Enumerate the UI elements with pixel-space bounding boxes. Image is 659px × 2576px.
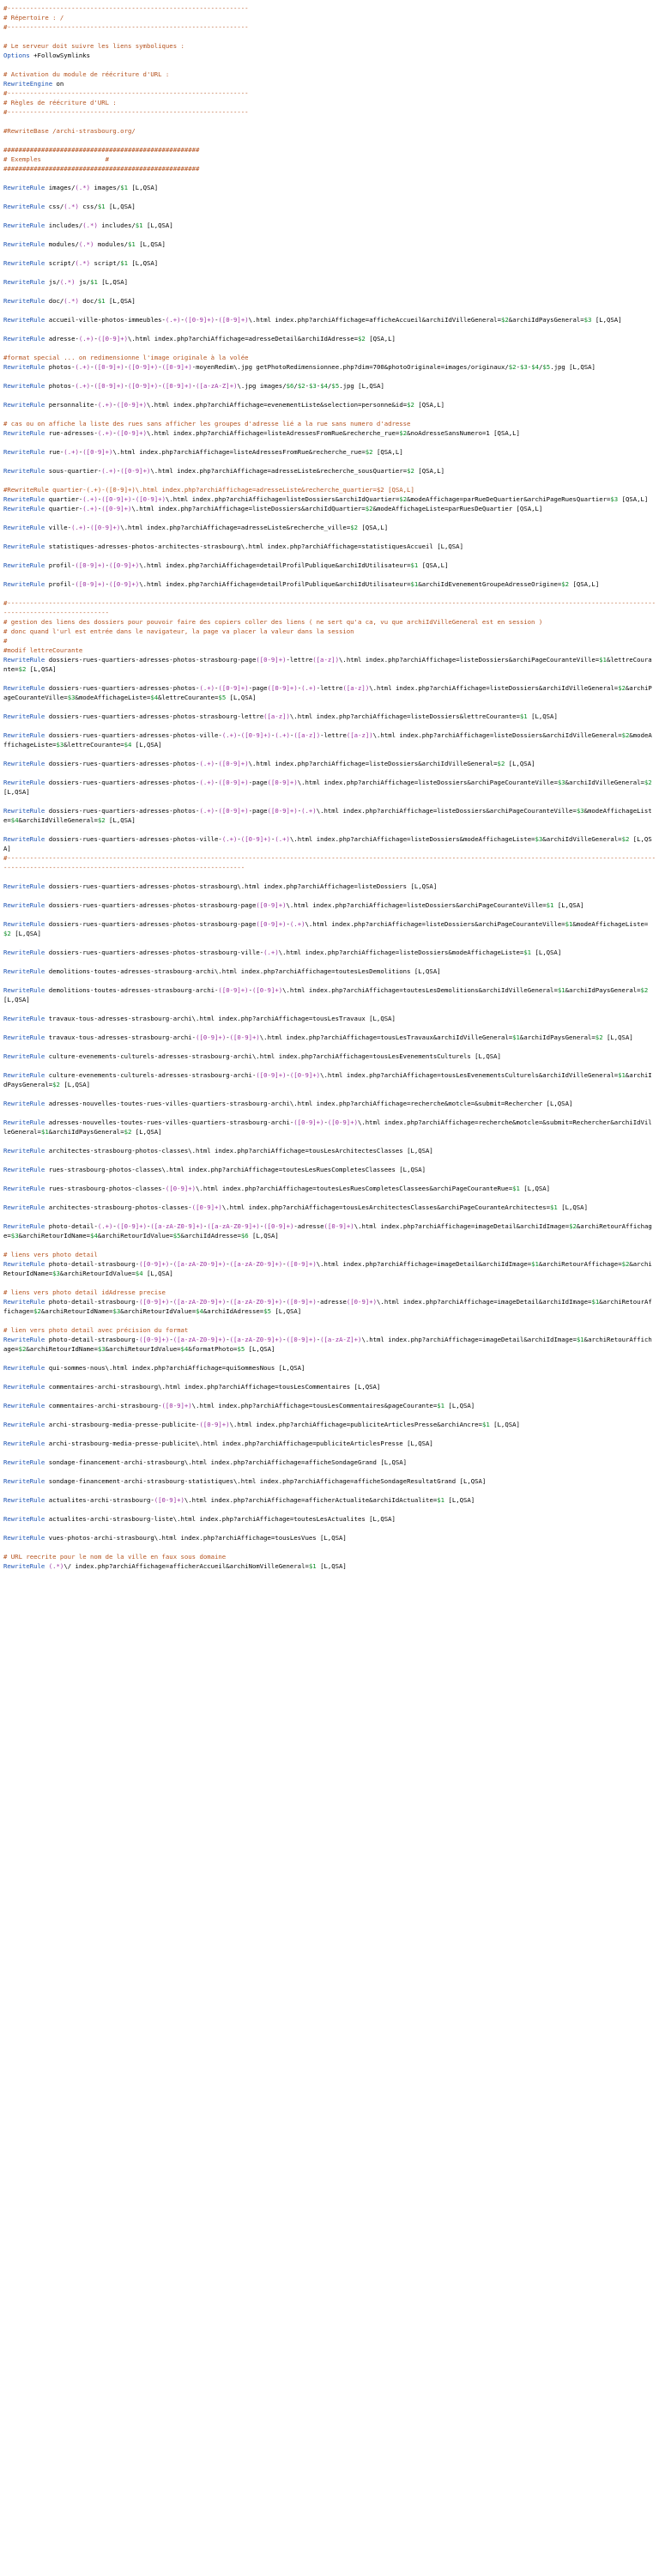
code-line bbox=[3, 674, 656, 683]
code-line: RewriteRule commentaires-archi-strasbourg\.html index.php?archiAffichage=tousLesCommentaires [L,QSA] bbox=[3, 1383, 381, 1391]
code-line bbox=[3, 1108, 656, 1118]
code-line bbox=[3, 938, 656, 948]
code-line: #---------------------------------------------------------------- bbox=[3, 108, 249, 116]
code-line: RewriteRule dossiers-rues-quartiers-adresses-photos-strasbourg-ville-(.+)\.html index.php?archiAffichage=listeDossiers&modeAffichageListe=$1 [L,QSA] bbox=[3, 949, 562, 956]
code-line: RewriteRule dossiers-rues-quartiers-adresses-photos-strasbourg-page([0-9]+)-(.+)\.html index.php?archiAffichage=listeDossiers&archiPageCouranteVille=$1&modeAffichageListe=$2 [L,QSA] bbox=[3, 920, 649, 937]
code-line: # cas ou on affiche la liste des rues sans afficher les groupes d'adresse lié a la rue sans numero d'adresse bbox=[3, 420, 411, 427]
code-line: RewriteRule modules/(.*) modules/$1 [L,QSA] bbox=[3, 240, 166, 248]
code-line: #RewriteRule quartier-(.+)-([0-9]+)\.html index.php?archiAffichage=adresseListe&recherche_quartier=$2 [QSA,L] bbox=[3, 486, 414, 494]
code-line: RewriteRule vues-photos-archi-strasbourg\.html index.php?archiAffichage=tousLesVues [L,QSA] bbox=[3, 1534, 347, 1542]
code-line: #-------------------------------------------------------------------------------------------------------------------------------------------------------------------------------------------------------------------------------------------- bbox=[3, 854, 656, 871]
code-line: RewriteRule accueil-ville-photos-immeubles-(.+)-([0-9]+)-([0-9]+)\.html index.php?archiAffichage=afficheAccueil&archiIdVilleGeneral=$2&archiIdPaysGeneral=$3 [L,QSA] bbox=[3, 316, 622, 324]
code-line: RewriteRule travaux-tous-adresses-strasbourg-archi\.html index.php?archiAffichage=tousLesTravaux [L,QSA] bbox=[3, 1015, 396, 1022]
code-line bbox=[3, 1193, 656, 1203]
code-line: RewriteRule dossiers-rues-quartiers-adresses-photos-strasbourg-lettre([a-z])\.html index.php?archiAffichage=listeDossiers&lettreCourante=$1 [L,QSA] bbox=[3, 712, 558, 720]
code-line: RewriteRule statistiques-adresses-photos-architectes-strasbourg\.html index.php?archiAffichage=statistiquesAccueil [L,QSA] bbox=[3, 542, 463, 550]
code-line bbox=[3, 1524, 656, 1533]
code-line bbox=[3, 409, 656, 419]
code-line bbox=[3, 1004, 656, 1014]
code-line: #################################################### bbox=[3, 165, 200, 173]
code-line bbox=[3, 721, 656, 730]
code-line: RewriteRule css/(.*) css/$1 [L,QSA] bbox=[3, 203, 136, 210]
code-line bbox=[3, 1316, 656, 1325]
code-line bbox=[3, 1061, 656, 1070]
code-line: RewriteRule dossiers-rues-quartiers-adresses-photos-strasbourg-page([0-9]+)\.html index.php?archiAffichage=listeDossiers&archiPageCouranteVille=$1 [L,QSA] bbox=[3, 901, 584, 909]
code-line: # URL reecrite pour le nom de la ville en faux sous domaine bbox=[3, 1553, 227, 1561]
code-line: RewriteRule dossiers-rues-quartiers-adresses-photos-(.+)-([0-9]+)-page([0-9]+)-(.+)\.html index.php?archiAffichage=listeDossiers&archiPageCouranteVille=$3&modeAffichageListe=$4&archiIdVilleGeneral=$2 [L,QSA] bbox=[3, 807, 652, 824]
code-line: RewriteRule adresses-nouvelles-toutes-rues-villes-quartiers-strasbourg-archi\.html index.php?archiAffichage=recherche&motcle=&submit=Rechercher [L,QSA] bbox=[3, 1100, 573, 1107]
code-line bbox=[3, 1278, 656, 1288]
code-line bbox=[3, 230, 656, 239]
code-line: RewriteRule adresse-(.+)-([0-9]+)\.html index.php?archiAffichage=adresseDetail&archiIdAdresse=$2 [QSA,L] bbox=[3, 335, 396, 342]
code-line: RewriteRule actualites-archi-strasbourg-liste\.html index.php?archiAffichage=toutesLesActualites [L,QSA] bbox=[3, 1515, 396, 1523]
code-line bbox=[3, 797, 656, 806]
code-line bbox=[3, 532, 656, 542]
code-line: RewriteRule commentaires-archi-strasbourg-([0-9]+)\.html index.php?archiAffichage=tousLesCommentaires&pageCourante=$1 [L,QSA] bbox=[3, 1402, 475, 1409]
code-line: RewriteRule photos-(.+)-([0-9]+)-([0-9]+)-([0-9]+)-moyenRedim\.jpg getPhotoRedimensionnee.php?dim=700&photoOriginale=images/originaux/$2-$3-$4/$5.jpg [L,QSA] bbox=[3, 363, 596, 371]
code-line: # donc quand l'url est entrée dans le navigateur, la page va placer la valeur dans la session bbox=[3, 627, 354, 635]
code-line bbox=[3, 457, 656, 466]
code-line: RewriteRule personnalite-(.+)-([0-9]+)\.html index.php?archiAffichage=evenementListe&selection=personne&id=$2 [QSA,L] bbox=[3, 401, 445, 409]
code-line: # Exemples # bbox=[3, 155, 110, 163]
code-line: RewriteRule dossiers-rues-quartiers-adresses-photos-(.+)-([0-9]+)\.html index.php?archiAffichage=listeDossiers&archiIdVilleGeneral=$2 [L,QSA] bbox=[3, 760, 535, 767]
code-line bbox=[3, 1174, 656, 1184]
code-line: RewriteRule js/(.*) js/$1 [L,QSA] bbox=[3, 278, 129, 286]
code-line bbox=[3, 1155, 656, 1165]
code-line: #format special ... on redimensionne l'image originale à la volée bbox=[3, 354, 249, 361]
code-line bbox=[3, 910, 656, 919]
code-line: RewriteRule sous-quartier-(.+)-([0-9]+)\.html index.php?archiAffichage=adresseListe&recherche_sousQuartier=$2 [QSA,L] bbox=[3, 467, 445, 475]
code-line: #---------------------------------------------------------------- bbox=[3, 23, 249, 31]
code-line: RewriteRule dossiers-rues-quartiers-adresses-photos-(.+)-([0-9]+)-page([0-9]+)\.html index.php?archiAffichage=listeDossiers&archiPageCouranteVille=$3&archiIdVilleGeneral=$2 [L,QSA] bbox=[3, 779, 656, 796]
code-line: RewriteRule actualites-archi-strasbourg-([0-9]+)\.html index.php?archiAffichage=afficherActualite&archiIdActualite=$1 [L,QSA] bbox=[3, 1496, 475, 1504]
code-line: # Répertoire : / bbox=[3, 14, 64, 21]
code-line bbox=[3, 249, 656, 258]
code-line: RewriteRule quartier-(.+)-([0-9]+)\.html index.php?archiAffichage=listeDossiers&archiIdQuartier=$2&modeAffichageListe=parRuesDeQuartier [QSA,L] bbox=[3, 505, 543, 512]
code-line: RewriteRule quartier-(.+)-([0-9]+)-([0-9]+)\.html index.php?archiAffichage=listeDossiers&archiIdQuartier=$2&modeAffichage=parRueDeQuartier&archiPageRuesQuartier=$3 [QSA,L] bbox=[3, 495, 649, 503]
code-line bbox=[3, 976, 656, 985]
code-line bbox=[3, 1543, 656, 1552]
code-line bbox=[3, 891, 656, 900]
code-line bbox=[3, 1467, 656, 1476]
code-line: RewriteRule photos-(.+)-([0-9]+)-([0-9]+)-([0-9]+)-([a-zA-Z]+)\.jpg images/$6/$2-$3-$4/$5.jpg [L,QSA] bbox=[3, 382, 384, 390]
code-line: RewriteRule photo-detail-strasbourg-([0-9]+)-([a-zA-Z0-9]+)-([a-zA-Z0-9]+)-([0-9]+)-adresse([0-9]+)\.html index.php?archiAffichage=imageDetail&archiIdImage=$1&archiRetourAffichage=$2&archiRetourIdName=$3&archiRetourIdValue=$4&archiIdAdresse=$5 [L,QSA] bbox=[3, 1298, 652, 1315]
code-line: RewriteRule includes/(.*) includes/$1 [L,QSA] bbox=[3, 221, 173, 229]
code-line bbox=[3, 1410, 656, 1420]
code-line: RewriteRule qui-sommes-nous\.html index.php?archiAffichage=quiSommesNous [L,QSA] bbox=[3, 1364, 305, 1372]
code-line: RewriteRule ville-(.+)-([0-9]+)\.html index.php?archiAffichage=adresseListe&recherche_ville=$2 [QSA,L] bbox=[3, 524, 389, 531]
code-line: RewriteRule archi-strasbourg-media-presse-publicite-([0-9]+)\.html index.php?archiAffichage=publiciteArticlesPresse&archiAncre=$1 [L,QSA] bbox=[3, 1421, 520, 1428]
code-line: RewriteEngine on bbox=[3, 80, 64, 88]
code-line bbox=[3, 1429, 656, 1439]
code-line: RewriteRule architectes-strasbourg-photos-classes\.html index.php?archiAffichage=tousLesArchitectesClasses [L,QSA] bbox=[3, 1147, 433, 1155]
code-line: RewriteRule demolitions-toutes-adresses-strasbourg-archi\.html index.php?archiAffichage=toutesLesDemolitions [L,QSA] bbox=[3, 967, 441, 975]
code-line: RewriteRule archi-strasbourg-media-presse-publicite\.html index.php?archiAffichage=publiciteArticlesPresse [L,QSA] bbox=[3, 1440, 433, 1447]
code-line bbox=[3, 702, 656, 712]
code-line bbox=[3, 1089, 656, 1099]
code-line bbox=[3, 1136, 656, 1146]
code-line: # Activation du module de réécriture d'URL : bbox=[3, 70, 170, 78]
code-line bbox=[3, 391, 656, 400]
code-line: RewriteRule rues-strasbourg-photos-classes-([0-9]+)\.html index.php?archiAffichage=toutesLesRuesCompletesClassees&archiPageCouranteRue=$1 [L,QSA] bbox=[3, 1185, 551, 1192]
code-line: RewriteRule profil-([0-9]+)-([0-9]+)\.html index.php?archiAffichage=detailProfilPublique&archiIdUtilisateur=$1&archiIdEvenementGroupeAdresseOrigine=$2 [QSA,L] bbox=[3, 580, 600, 588]
code-line: #modif lettreCourante bbox=[3, 646, 83, 654]
code-line: RewriteRule travaux-tous-adresses-strasbourg-archi-([0-9]+)-([0-9]+)\.html index.php?archiAffichage=tousLesTravaux&archiIdVilleGeneral=$1&archiIdPaysGeneral=$2 [L,QSA] bbox=[3, 1033, 633, 1041]
code-line: #---------------------------------------------------------------- bbox=[3, 89, 249, 97]
code-line bbox=[3, 957, 656, 967]
code-line: RewriteRule architectes-strasbourg-photos-classes-([0-9]+)\.html index.php?archiAffichage=tousLesArchitectesClasses&archiPageCouranteArchitectes=$1 [L,QSA] bbox=[3, 1203, 588, 1211]
code-line bbox=[3, 476, 656, 485]
code-line bbox=[3, 570, 656, 579]
code-line bbox=[3, 872, 656, 882]
code-line: RewriteRule photo-detail-strasbourg-([0-9]+)-([a-zA-Z0-9]+)-([a-zA-Z0-9]+)-([0-9]+)-([a-zA-Z]+)\.html index.php?archiAffichage=imageDetail&archiIdImage=$1&archiRetourAffichage=$2&archiRetourIdName=$3&archiRetourIdValue=$4&formatPhoto=$5 [L,QSA] bbox=[3, 1336, 652, 1353]
code-line bbox=[3, 173, 656, 183]
code-line: RewriteRule culture-evenements-culturels-adresses-strasbourg-archi\.html index.php?archiAffichage=tousLesEvenementsCulturels [L,QSA] bbox=[3, 1052, 501, 1060]
code-line bbox=[3, 372, 656, 381]
code-line bbox=[3, 768, 656, 778]
code-line: # gestion des liens des dossiers pour pouvoir faire des copiers coller des liens ( ne sert qu'a ca, vu que archiIdVilleGeneral est en session ) bbox=[3, 618, 543, 626]
code-line: RewriteRule script/(.*) script/$1 [L,QSA] bbox=[3, 259, 159, 267]
code-line: RewriteRule adresses-nouvelles-toutes-rues-villes-quartiers-strasbourg-archi-([0-9]+)-([0-9]+)\.html index.php?archiAffichage=recherche&motcle=&submit=Rechercher&archiIdVilleGeneral=$1&archiIdPaysGeneral=$2 [L,QSA] bbox=[3, 1118, 652, 1136]
code-line: RewriteRule rue-adresses-(.+)-([0-9]+)\.html index.php?archiAffichage=listeAdressesFromRue&recherche_rue=$2&noAdresseSansNumero=1 [QSA,L] bbox=[3, 429, 520, 437]
code-line: # bbox=[3, 637, 8, 645]
code-line: Options +FollowSymlinks bbox=[3, 52, 91, 59]
code-line bbox=[3, 60, 656, 70]
code-line bbox=[3, 136, 656, 145]
code-line bbox=[3, 1373, 656, 1382]
code-line: RewriteRule dossiers-rues-quartiers-adresses-photos-strasbourg-page([0-9]+)-lettre([a-z])\.html index.php?archiAffichage=listeDossiers&archiPageCouranteVille=$1&lettreCourante=$2 [L,QSA] bbox=[3, 656, 652, 673]
code-line bbox=[3, 438, 656, 447]
code-line bbox=[3, 1505, 656, 1514]
code-line: RewriteRule demolitions-toutes-adresses-strasbourg-archi-([0-9]+)-([0-9]+)\.html index.php?archiAffichage=toutesLesDemolitions&archiIdVilleGeneral=$1&archiIdPaysGeneral=$2 [L,QSA] bbox=[3, 986, 652, 1003]
code-line bbox=[3, 1023, 656, 1033]
code-line: # liens vers photo detail bbox=[3, 1251, 98, 1258]
code-line: RewriteRule profil-([0-9]+)-([0-9]+)\.html index.php?archiAffichage=detailProfilPublique&archiIdUtilisateur=$1 [QSA,L] bbox=[3, 561, 449, 569]
code-line bbox=[3, 343, 656, 353]
code-line bbox=[3, 211, 656, 221]
code-line bbox=[3, 192, 656, 202]
code-line: RewriteRule (.*)\/ index.php?archiAffichage=afficherAccueil&archiNomVilleGeneral=$1 [L,QSA] bbox=[3, 1562, 347, 1570]
code-line bbox=[3, 324, 656, 334]
code-line: RewriteRule dossiers-rues-quartiers-adresses-photos-ville-(.+)-([0-9]+)-(.+)\.html index.php?archiAffichage=listeDossiers&modeAffichageListe=$3&archiIdVilleGeneral=$2 [L,QSA] bbox=[3, 835, 652, 852]
code-line: #################################################### bbox=[3, 146, 200, 154]
code-line bbox=[3, 825, 656, 834]
code-line bbox=[3, 1354, 656, 1363]
code-line: #-------------------------------------------------------------------------------------------------------------------------------------------------------------------------------------------------------- bbox=[3, 599, 656, 616]
code-line bbox=[3, 513, 656, 523]
code-line: #RewriteBase /archi-strasbourg.org/ bbox=[3, 127, 136, 135]
code-line: RewriteRule photo-detail-(.+)-([0-9]+)-([a-zA-Z0-9]+)-([a-zA-Z0-9]+)-([0-9]+)-adresse([0-9]+)\.html index.php?archiAffichage=imageDetail&archiIdImage=$2&archiRetourAffichage=$3&archiRetourIdName=$4&archiRetourIdValue=$5&archiIdAdresse=$6 [L,QSA] bbox=[3, 1222, 652, 1240]
code-line: # Le serveur doit suivre les liens symboliques : bbox=[3, 42, 184, 50]
code-line: # liens vers photo detail idAdresse precise bbox=[3, 1288, 166, 1296]
code-line bbox=[3, 117, 656, 126]
code-line: RewriteRule sondage-financement-archi-strasbourg-statistiques\.html index.php?archiAffichage=afficheSondageResultatGrand [L,QSA] bbox=[3, 1477, 487, 1485]
code-line bbox=[3, 551, 656, 561]
code-line: #---------------------------------------------------------------- bbox=[3, 4, 249, 12]
code-line bbox=[3, 1042, 656, 1052]
code-line bbox=[3, 1240, 656, 1250]
code-line: # lien vers photo detail avec précision du format bbox=[3, 1326, 189, 1334]
code-line bbox=[3, 268, 656, 277]
code-line bbox=[3, 1212, 656, 1221]
code-line: RewriteRule dossiers-rues-quartiers-adresses-photos-ville-(.+)-([0-9]+)-(.+)-([a-z])-lettre([a-z])\.html index.php?archiAffichage=listeDossiers&archiIdVilleGeneral=$2&modeAffichageListe=$3&lettreCourante=$4 [L,QSA] bbox=[3, 731, 652, 749]
code-line: RewriteRule doc/(.*) doc/$1 [L,QSA] bbox=[3, 297, 136, 305]
code-line: RewriteRule rue-(.+)-([0-9]+)\.html index.php?archiAffichage=listeAdressesFromRue&recherche_rue=$2 [QSA,L] bbox=[3, 448, 403, 456]
code-line bbox=[3, 306, 656, 315]
code-line: RewriteRule sondage-financement-archi-strasbourg\.html index.php?archiAffichage=afficheSondageGrand [L,QSA] bbox=[3, 1458, 408, 1466]
code-line bbox=[3, 1391, 656, 1401]
code-line: RewriteRule rues-strasbourg-photos-classes\.html index.php?archiAffichage=toutesLesRuesCompletesClassees [L,QSA] bbox=[3, 1166, 426, 1173]
code-line bbox=[3, 287, 656, 296]
code-line: RewriteRule images/(.*) images/$1 [L,QSA] bbox=[3, 184, 159, 191]
code-line: # Règles de réécriture d'URL : bbox=[3, 99, 117, 106]
code-line: RewriteRule photo-detail-strasbourg-([0-9]+)-([a-zA-Z0-9]+)-([a-zA-Z0-9]+)-([0-9]+)\.html index.php?archiAffichage=imageDetail&archiIdImage=$1&archiRetourAffichage=$2&archiRetourIdName=$3&archiRetourIdValue=$4 [L,QSA] bbox=[3, 1260, 652, 1277]
code-line: RewriteRule dossiers-rues-quartiers-adresses-photos-strasbourg\.html index.php?archiAffichage=listeDossiers [L,QSA] bbox=[3, 882, 438, 890]
code-line: RewriteRule dossiers-rues-quartiers-adresses-photos-(.+)-([0-9]+)-page([0-9]+)-(.+)-lettre([a-z])\.html index.php?archiAffichage=listeDossiers&archiIdVilleGeneral=$2&archiPageCouranteVille=$3&modeAffichageListe=$4&lettreCourante=$5 [L,QSA] bbox=[3, 684, 652, 701]
code-line bbox=[3, 1486, 656, 1495]
code-line: RewriteRule culture-evenements-culturels-adresses-strasbourg-archi-([0-9]+)-([0-9]+)\.html index.php?archiAffichage=tousLesEvenementsCulturels&archiIdVilleGeneral=$1&archiIdPaysGeneral=$2 [L,QSA] bbox=[3, 1071, 652, 1088]
code-line bbox=[3, 589, 656, 598]
code-line bbox=[3, 1448, 656, 1458]
code-line bbox=[3, 32, 656, 41]
code-line bbox=[3, 749, 656, 759]
